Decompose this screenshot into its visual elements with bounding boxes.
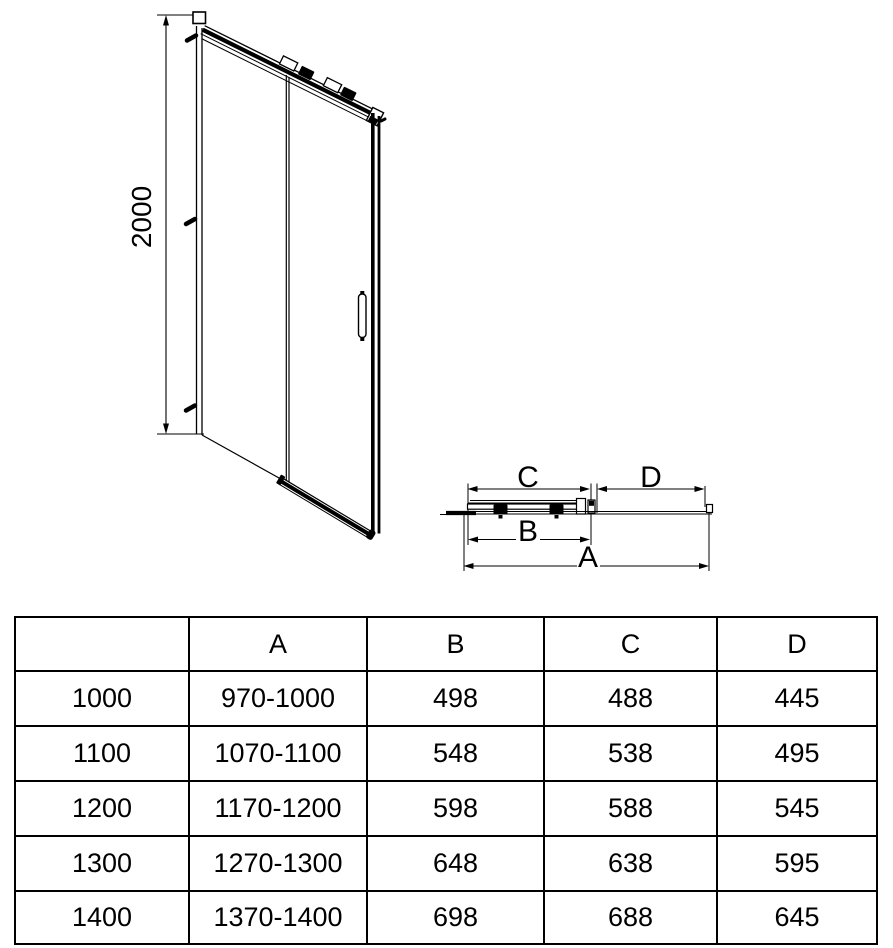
- table-cell: 588: [544, 781, 717, 836]
- dim-label-a: A: [577, 541, 599, 574]
- table-cell: 545: [717, 781, 877, 836]
- table-header-row: [15, 617, 877, 671]
- glass-bottom-edge: [202, 435, 284, 481]
- dim-b: [468, 515, 590, 548]
- table-cell: 1100: [15, 726, 189, 781]
- height-dimension: [126, 15, 204, 434]
- dimensions-table: [14, 616, 878, 945]
- bottom-rail: [276, 474, 377, 540]
- roller-block-2: [550, 505, 564, 515]
- arrow-right-icon: [699, 563, 709, 569]
- table-cell: 598: [367, 781, 544, 836]
- door-divider: [286, 75, 289, 483]
- table-cell: 595: [717, 836, 877, 891]
- dim-label-b: B: [517, 515, 539, 548]
- roller-block-1: [494, 505, 508, 515]
- table-cell: 548: [367, 726, 544, 781]
- table-cell: 1400: [15, 891, 189, 944]
- side-bracket: [381, 119, 385, 121]
- dim-d: [597, 461, 705, 494]
- arrow-left-icon: [468, 486, 478, 492]
- arrow-up-icon: [163, 15, 169, 26]
- plan-door-assembly: [440, 499, 713, 519]
- wall-profile: [186, 12, 206, 435]
- table-cell: 488: [544, 671, 717, 726]
- roller-stem-1: [499, 515, 503, 519]
- right-profile: [373, 113, 385, 534]
- table-row: [15, 671, 877, 726]
- table-row: [15, 726, 877, 781]
- table-cell: 688: [544, 891, 717, 944]
- arrow-right-icon: [580, 486, 590, 492]
- table-cell: 538: [544, 726, 717, 781]
- dim-a: [464, 541, 710, 574]
- plan-view-drawing: [440, 461, 713, 574]
- table-cell: 498: [367, 671, 544, 726]
- table-cell: 645: [717, 891, 877, 944]
- stile-block: [589, 501, 594, 506]
- slider-rail: [468, 504, 584, 509]
- table-row: [15, 781, 877, 836]
- table-cell: 1300: [15, 836, 189, 891]
- table-cell: 970-1000: [189, 671, 367, 726]
- arrow-left-icon: [464, 563, 474, 569]
- roller-stem-2: [555, 515, 559, 519]
- wall-bracket-middle: [186, 219, 195, 224]
- wall-bracket-top: [187, 36, 196, 41]
- table-row: [15, 891, 877, 944]
- header-cell-c: C: [544, 617, 717, 671]
- arrow-left-icon: [468, 537, 478, 543]
- arrow-left-icon: [597, 486, 607, 492]
- table-cell: 698: [367, 891, 544, 944]
- table-cell: 638: [544, 836, 717, 891]
- table-cell: 1170-1200: [189, 781, 367, 836]
- dim-c: [468, 461, 591, 494]
- arrow-right-icon: [695, 486, 705, 492]
- header-cell-size: [15, 617, 189, 671]
- table-cell: 1270-1300: [189, 836, 367, 891]
- table-cell: 1200: [15, 781, 189, 836]
- header-cell-b: B: [367, 617, 544, 671]
- top-cap: [193, 12, 206, 24]
- table-cell: 648: [367, 836, 544, 891]
- table-row: [15, 836, 877, 891]
- header-cell-d: D: [717, 617, 877, 671]
- table-cell: 445: [717, 671, 877, 726]
- table-cell: 1070-1100: [189, 726, 367, 781]
- dim-label-c: C: [517, 461, 539, 494]
- arrow-down-icon: [163, 424, 169, 435]
- bottom-rail-right-cap: [365, 529, 376, 541]
- door-handle: [359, 291, 367, 341]
- wall-bracket-bottom: [186, 406, 195, 411]
- end-wall-profile: [707, 505, 713, 513]
- table-cell: 495: [717, 726, 877, 781]
- front-view-drawing: [126, 12, 386, 541]
- table-cell: 1370-1400: [189, 891, 367, 944]
- top-rail: [199, 18, 387, 125]
- table-cell: 1000: [15, 671, 189, 726]
- dim-label-d: D: [640, 461, 662, 494]
- height-dimension-label: 2000: [126, 185, 157, 249]
- header-cell-a: A: [189, 617, 367, 671]
